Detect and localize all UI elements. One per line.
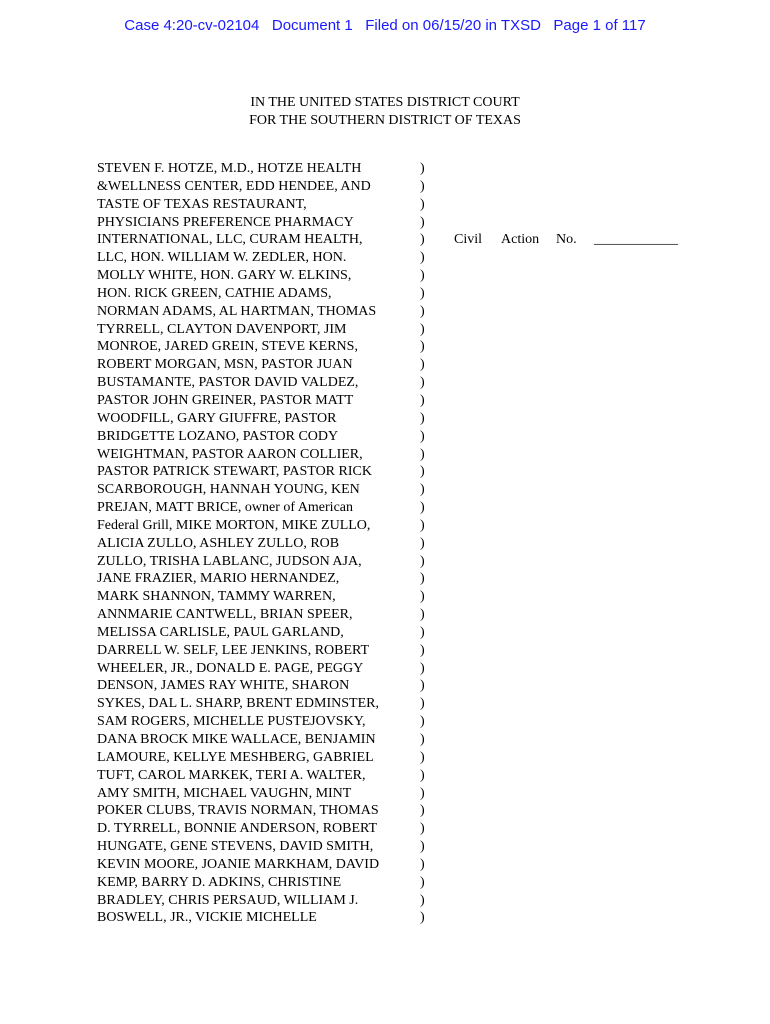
party-line: STEVEN F. HOTZE, M.D., HOTZE HEALTH <box>97 161 362 176</box>
caption-paren: ) <box>420 464 425 480</box>
party-line: BRADLEY, CHRIS PERSAUD, WILLIAM J. <box>97 892 359 908</box>
caption-paren: ) <box>420 339 425 355</box>
party-line: BRIDGETTE LOZANO, PASTOR CODY <box>97 428 339 444</box>
caption-paren: ) <box>420 321 425 337</box>
caption-paren: ) <box>420 250 425 266</box>
caption-paren: ) <box>420 767 425 783</box>
party-line: LAMOURE, KELLYE MESHBERG, GABRIEL <box>97 749 374 765</box>
party-line: INTERNATIONAL, LLC, CURAM HEALTH, <box>97 232 363 248</box>
caption-paren: ) <box>420 571 425 587</box>
caption-paren: ) <box>420 732 425 747</box>
party-line: WHEELER, JR., DONALD E. PAGE, PEGGY <box>97 660 364 676</box>
caption-paren: ) <box>420 892 425 908</box>
party-line: BUSTAMANTE, PASTOR DAVID VALDEZ, <box>97 375 359 391</box>
caption-paren: ) <box>420 303 425 319</box>
court-heading-line-2: FOR THE SOUTHERN DISTRICT OF TEXAS <box>249 112 521 128</box>
caption-paren: ) <box>420 446 425 462</box>
party-list <box>97 160 417 927</box>
party-line: WOODFILL, GARY GIUFFRE, PASTOR <box>97 410 337 426</box>
party-line: &WELLNESS CENTER, EDD HENDEE, AND <box>97 178 371 194</box>
party-line: SAM ROGERS, MICHELLE PUSTEJOVSKY, <box>97 714 366 730</box>
party-line: PASTOR JOHN GREINER, PASTOR MATT <box>97 392 354 408</box>
action-word: Action <box>501 232 540 247</box>
party-line: SYKES, DAL L. SHARP, BRENT EDMINSTER, <box>97 696 379 712</box>
caption-paren: ) <box>420 285 425 301</box>
party-line: WEIGHTMAN, PASTOR AARON COLLIER, <box>97 446 363 462</box>
party-line: HON. RICK GREEN, CATHIE ADAMS, <box>97 285 332 301</box>
party-line: PREJAN, MATT BRICE, owner of American <box>97 500 353 516</box>
court-heading <box>0 94 770 129</box>
party-line: TASTE OF TEXAS RESTAURANT, <box>97 196 307 212</box>
caption-paren: ) <box>420 642 425 658</box>
party-line: SCARBOROUGH, HANNAH YOUNG, KEN <box>97 482 360 498</box>
caption-paren: ) <box>420 535 425 551</box>
caption-paren: ) <box>420 232 425 248</box>
case-header-stamp: Case 4:20-cv-02104 Document 1 Filed on 06/15/20 in TXSD Page 1 of 117 <box>124 17 646 34</box>
caption-paren: ) <box>420 749 425 765</box>
caption-paren: ) <box>420 910 425 926</box>
party-line: BOSWELL, JR., VICKIE MICHELLE <box>97 910 317 926</box>
caption-paren: ) <box>420 410 425 426</box>
no-word: No. <box>556 232 577 247</box>
party-line: MARK SHANNON, TAMMY WARREN, <box>97 589 336 605</box>
party-line: ROBERT MORGAN, MSN, PASTOR JUAN <box>97 357 353 373</box>
case-number-blank: ____________ <box>594 232 678 247</box>
court-heading-line-1: IN THE UNITED STATES DISTRICT COURT <box>250 95 520 110</box>
party-line: DARRELL W. SELF, LEE JENKINS, ROBERT <box>97 642 370 658</box>
civil-word: Civil <box>454 232 483 247</box>
party-line: D. TYRRELL, BONNIE ANDERSON, ROBERT <box>97 821 378 837</box>
civil-action-number <box>454 231 694 249</box>
party-line: PASTOR PATRICK STEWART, PASTOR RICK <box>97 464 372 480</box>
party-line: ZULLO, TRISHA LABLANC, JUDSON AJA, <box>97 553 362 569</box>
caption-paren: ) <box>420 696 425 712</box>
caption-paren: ) <box>420 500 425 516</box>
caption-paren: ) <box>420 482 425 498</box>
party-line: POKER CLUBS, TRAVIS NORMAN, THOMAS <box>97 803 379 819</box>
party-line: AMY SMITH, MICHAEL VAUGHN, MINT <box>97 785 352 801</box>
party-line: JANE FRAZIER, MARIO HERNANDEZ, <box>97 571 340 587</box>
party-line: TYRRELL, CLAYTON DAVENPORT, JIM <box>97 321 347 337</box>
caption-paren: ) <box>420 375 425 391</box>
caption-paren: ) <box>420 607 425 623</box>
party-line: LLC, HON. WILLIAM W. ZEDLER, HON. <box>97 250 347 266</box>
party-line: ALICIA ZULLO, ASHLEY ZULLO, ROB <box>97 535 340 551</box>
caption-paren: ) <box>420 803 425 819</box>
caption-paren: ) <box>420 624 425 640</box>
caption-paren: ) <box>420 214 425 230</box>
caption-paren: ) <box>420 178 425 194</box>
caption-paren: ) <box>420 357 425 373</box>
party-line: HUNGATE, GENE STEVENS, DAVID SMITH, <box>97 839 374 855</box>
caption-paren: ) <box>420 589 425 605</box>
caption-paren: ) <box>420 785 425 801</box>
caption-paren: ) <box>420 856 425 872</box>
caption-paren: ) <box>420 874 425 890</box>
party-line: MOLLY WHITE, HON. GARY W. ELKINS, <box>97 268 352 284</box>
caption-paren: ) <box>420 428 425 444</box>
caption-paren: ) <box>420 821 425 837</box>
party-line: ANNMARIE CANTWELL, BRIAN SPEER, <box>97 607 353 623</box>
party-line: MELISSA CARLISLE, PAUL GARLAND, <box>97 624 344 640</box>
party-line: KEVIN MOORE, JOANIE MARKHAM, DAVID <box>97 856 380 872</box>
party-line: KEMP, BARRY D. ADKINS, CHRISTINE <box>97 874 342 890</box>
caption-paren: ) <box>420 268 425 284</box>
caption-paren: ) <box>420 839 425 855</box>
caption-paren: ) <box>420 517 425 533</box>
party-line: MONROE, JARED GREIN, STEVE KERNS, <box>97 339 358 355</box>
caption-paren: ) <box>420 714 425 730</box>
caption-paren: ) <box>420 678 425 694</box>
party-line: NORMAN ADAMS, AL HARTMAN, THOMAS <box>97 303 377 319</box>
party-line: PHYSICIANS PREFERENCE PHARMACY <box>97 214 354 230</box>
caption-paren: ) <box>420 392 425 408</box>
party-line: TUFT, CAROL MARKEK, TERI A. WALTER, <box>97 767 366 783</box>
caption-parentheses <box>420 160 430 927</box>
caption-paren: ) <box>420 196 425 212</box>
party-line: DANA BROCK MIKE WALLACE, BENJAMIN <box>97 732 376 747</box>
party-line: DENSON, JAMES RAY WHITE, SHARON <box>97 678 350 694</box>
party-line: Federal Grill, MIKE MORTON, MIKE ZULLO, <box>97 517 371 533</box>
caption-paren: ) <box>420 161 425 176</box>
caption-paren: ) <box>420 553 425 569</box>
caption-paren: ) <box>420 660 425 676</box>
